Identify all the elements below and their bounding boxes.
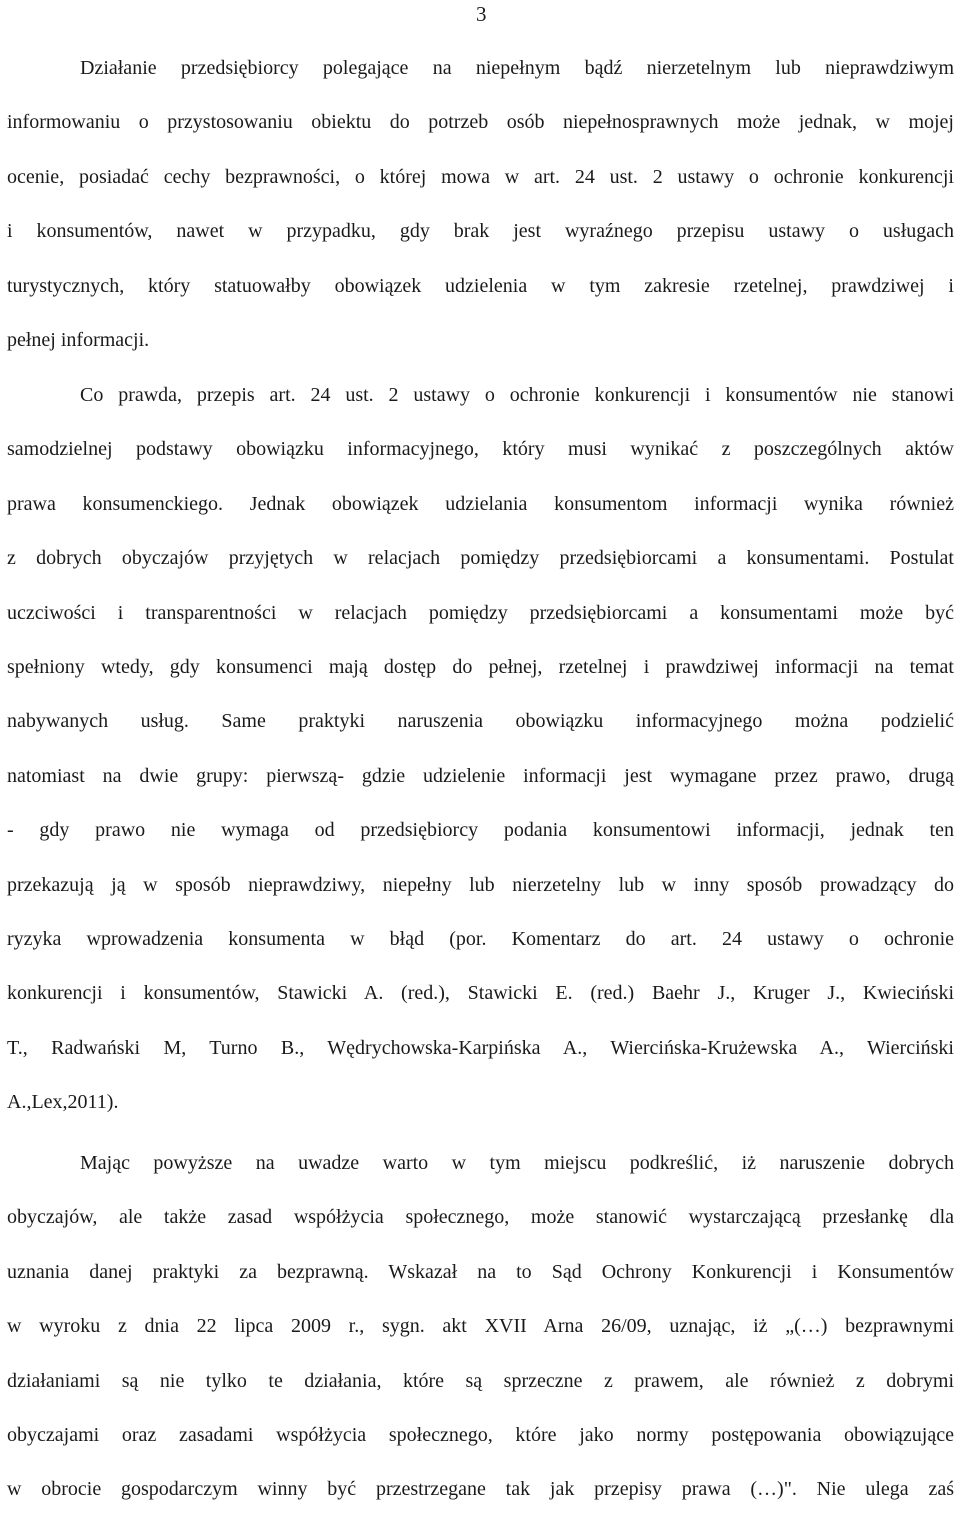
paragraph-line: obyczajami oraz zasadami współżycia społecznego, które jako normy postępowania obowiązujące [7, 1423, 954, 1446]
paragraph-line: natomiast na dwie grupy: pierwszą- gdzie udzielenie informacji jest wymagane przez prawo, drugą [7, 764, 954, 787]
paragraph-line: - gdy prawo nie wymaga od przedsiębiorcy podania konsumentowi informacji, jednak ten [7, 819, 954, 842]
paragraph-line: pełnej informacji. [7, 328, 150, 351]
paragraph-line: Mając powyższe na uwadze warto w tym miejscu podkreślić, iż naruszenie dobrych [80, 1152, 954, 1174]
paragraph-line: spełniony wtedy, gdy konsumenci mają dostęp do pełnej, rzetelnej i prawdziwej informacji na temat [7, 655, 954, 678]
paragraph-line: uznania danej praktyki za bezprawną. Wskazał na to Sąd Ochrony Konkurencji i Konsumentów [7, 1260, 954, 1283]
paragraph-line: turystycznych, który statuowałby obowiązek udzielenia w tym zakresie rzetelnej, prawdziwej i [7, 274, 954, 297]
paragraph-1 [7, 41, 954, 367]
paragraph-line: ocenie, posiadać cechy bezprawności, o której mowa w art. 24 ust. 2 ustawy o ochronie konkurencji [7, 165, 954, 188]
paragraph-2 [7, 368, 954, 1129]
paragraph-line: A.,Lex,2011). [7, 1091, 119, 1114]
paragraph-line: w obrocie gospodarczym winny być przestrzegane tak jak przepisy prawa (…)". Nie ulega zaś [7, 1478, 954, 1501]
paragraph-line: nabywanych usług. Same praktyki naruszenia obowiązku informacyjnego można podzielić [7, 710, 954, 733]
paragraph-line: obyczajów, ale także zasad współżycia społecznego, może stanowić wystarczającą przesłankę dla [7, 1206, 954, 1229]
paragraph-line: z dobrych obyczajów przyjętych w relacjach pomiędzy przedsiębiorcami a konsumentami. Postulat [7, 547, 954, 570]
paragraph-line: samodzielnej podstawy obowiązku informacyjnego, który musi wynikać z poszczególnych aktów [7, 438, 954, 461]
paragraph-line: ryzyka wprowadzenia konsumenta w błąd (por. Komentarz do art. 24 ustawy o ochronie [7, 927, 954, 950]
paragraph-line: uczciwości i transparentności w relacjach pomiędzy przedsiębiorcami a konsumentami może być [7, 601, 954, 624]
paragraph-line: w wyroku z dnia 22 lipca 2009 r., sygn. akt XVII Arna 26/09, uznając, iż „(…) bezprawnymi [7, 1315, 954, 1338]
paragraph-line: działaniami są nie tylko te działania, które są sprzeczne z prawem, ale również z dobrymi [7, 1369, 954, 1392]
paragraph-line: prawa konsumenckiego. Jednak obowiązek udzielania konsumentom informacji wynika również [7, 492, 954, 515]
paragraph-line: przekazują ją w sposób nieprawdziwy, niepełny lub nierzetelny lub w inny sposób prowadzący do [7, 873, 954, 896]
paragraph-line: T., Radwański M, Turno B., Wędrychowska-Karpińska A., Wiercińska-Krużewska A., Wierciński [7, 1036, 954, 1059]
page-number: 3 [476, 2, 487, 26]
paragraph-line: i konsumentów, nawet w przypadku, gdy brak jest wyraźnego przepisu ustawy o usługach [7, 220, 954, 243]
paragraph-3 [7, 1136, 954, 1517]
paragraph-line: konkurencji i konsumentów, Stawicki A. (red.), Stawicki E. (red.) Baehr J., Kruger J., Kwieciński [7, 982, 954, 1005]
paragraph-line: informowaniu o przystosowaniu obiektu do potrzeb osób niepełnosprawnych może jednak, w mojej [7, 111, 954, 134]
paragraph-line: Co prawda, przepis art. 24 ust. 2 ustawy o ochronie konkurencji i konsumentów nie stanowi [80, 384, 954, 406]
paragraph-line: Działanie przedsiębiorcy polegające na niepełnym bądź nierzetelnym lub nieprawdziwym [80, 57, 954, 79]
